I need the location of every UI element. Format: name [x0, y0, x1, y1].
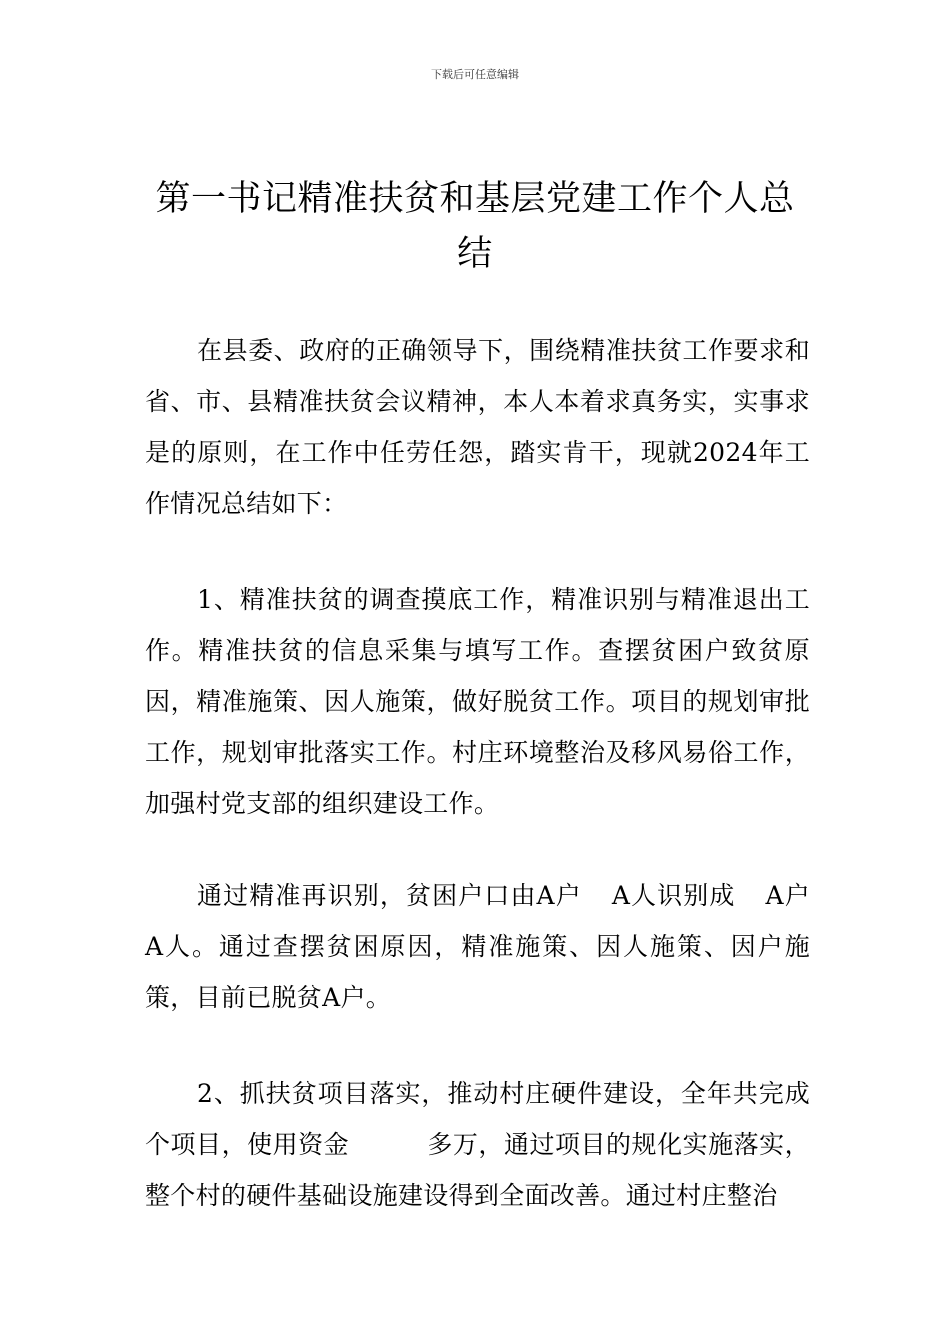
- section-2-text-2: 多万，通过项目的规化实施落实，整个村的硬件基础设施建设得到全面改善。通过村庄整治: [145, 1130, 810, 1210]
- paragraph-intro: 在县委、政府的正确领导下，围绕精准扶贫工作要求和省、市、县精准扶贫会议精神，本人本着求真务实，实事求是的原则，在工作中任劳任怨，踏实肯干，现就2024年工作情况总结如下：: [145, 336, 810, 518]
- section-2-text-1: 2、抓扶贫项目落实，推动村庄硬件建设，全年共完成个项目，使用资金: [145, 1079, 810, 1159]
- document-title: 第一书记精准扶贫和基层党建工作个人总结: [155, 179, 795, 274]
- paragraph-identification: [145, 870, 810, 1023]
- identification-text-1: 通过精准再识别，贫困户口由A户: [197, 881, 582, 910]
- paragraph-section-2: [145, 1068, 810, 1221]
- header-note: 下载后可任意编辑: [431, 68, 519, 81]
- identification-text-2: A人识别成: [611, 881, 736, 910]
- identification-text-3: A户A人。通过查摆贫困原因，精准施策、因人施策、因户施策，目前已脱贫A户。: [145, 881, 810, 1012]
- paragraph-section-1: 1、精准扶贫的调查摸底工作，精准识别与精准退出工作。精准扶贫的信息采集与填写工作。查摆贫困户致贫原因，精准施策、因人施策，做好脱贫工作。项目的规划审批工作，规划审批落实工作。村庄环境整治及移风易俗工作，加强村党支部的组织建设工作。: [145, 585, 810, 818]
